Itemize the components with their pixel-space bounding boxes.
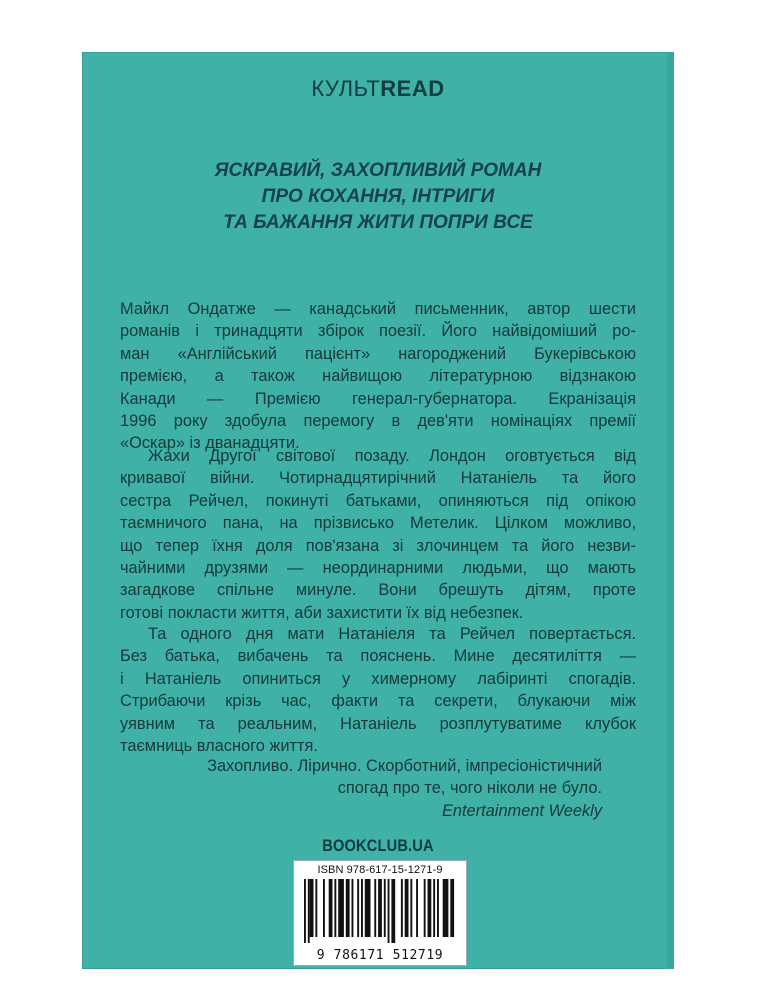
barcode-bar	[416, 879, 418, 937]
barcode-bar	[378, 879, 382, 937]
text-line: Майкл Ондатже — канадський письменник, автор шести	[120, 300, 636, 318]
publisher-series-logo	[82, 76, 674, 102]
text-line: загадкове спільне минуле. Вони брешуть дітям, проте	[120, 581, 636, 600]
barcode-bar	[410, 879, 412, 937]
barcode-bar	[323, 879, 325, 937]
isbn-text: ISBN 978-617-15-1271-9	[317, 864, 443, 876]
text-line: Стрибаючи крізь час, факти та секрети, блукаючи між	[120, 692, 636, 711]
text-line: романів і тринадцяти збірок поезії. Його найвідоміший ро-	[120, 322, 636, 341]
quote-line: спогад про те, чого ніколи не було.	[337, 779, 602, 798]
barcode-bar	[443, 879, 449, 937]
barcode-bar	[384, 879, 386, 937]
quote-line: Захопливо. Лірично. Скорботний, імпресіоністичний	[207, 757, 602, 775]
publisher-website: BOOKCLUB.UA	[322, 836, 434, 855]
barcode-bar	[315, 879, 317, 937]
barcode-bar	[450, 879, 454, 937]
barcode-bar	[334, 879, 336, 937]
tagline	[122, 158, 634, 236]
text-line: премією, а також найвищою літературною відзнакою	[120, 367, 636, 386]
author-bio	[120, 298, 636, 455]
barcode-bar	[365, 879, 371, 937]
logo-light-text: КУЛЬТ	[311, 76, 381, 101]
barcode-bar	[401, 879, 403, 937]
barcode-icon	[300, 879, 460, 943]
synopsis-paragraph-2	[120, 623, 636, 757]
tagline-line: ЯСКРАВИЙ, ЗАХОПЛИВИЙ РОМАН	[214, 160, 542, 181]
text-line: і Натаніель опиниться у химерному лабіринті спогадів.	[120, 669, 636, 688]
text-line: ман «Англійський пацієнт» нагороджений Букерівською	[120, 344, 636, 363]
barcode-bar	[433, 879, 435, 937]
text-line: таємничого пана, на прізвисько Метелик. Цілком можливо,	[120, 514, 636, 533]
barcode-bar	[405, 879, 409, 937]
barcode-bar	[374, 879, 376, 937]
text-line: Та одного дня мати Натаніеля та Рейчел повертається.	[148, 625, 636, 643]
ean-number: 9 786171 512719	[316, 948, 444, 963]
barcode-sticker	[293, 860, 467, 966]
text-line: Без батька, вибачень та пояснень. Мине десятиліття —	[120, 647, 636, 666]
barcode-bar	[424, 879, 426, 937]
barcode-bar	[437, 879, 439, 937]
book-back-cover	[82, 52, 674, 969]
text-line: сестра Рейчел, покинуті батьками, опиняються під опікою	[120, 491, 636, 510]
synopsis-paragraph-1	[120, 445, 636, 624]
barcode-bar	[310, 879, 314, 937]
review-quote	[142, 755, 602, 822]
barcode-bar	[338, 879, 344, 937]
barcode-bar	[308, 879, 310, 943]
text-line: таємниць власного життя.	[120, 737, 318, 756]
text-line: що тепер їхня доля пов'язана зі злочинцем та його незви-	[120, 536, 636, 555]
text-line: уявним та реальним, Натаніель розплутуватиме клубок	[120, 714, 636, 733]
barcode-bar	[361, 879, 363, 937]
text-line: готові покласти життя, аби захистити їх від небезпек.	[120, 603, 524, 622]
barcode-bar	[346, 879, 350, 937]
text-line: чайними друзями — неординарними людьми, що мають	[120, 559, 636, 578]
barcode-bar	[388, 879, 390, 943]
text-line: «Оскар» із дванадцяти.	[120, 434, 300, 453]
tagline-line: ТА БАЖАННЯ ЖИТИ ПОПРИ ВСЕ	[223, 212, 533, 233]
tagline-line: ПРО КОХАННЯ, ІНТРИГИ	[261, 186, 495, 207]
text-line: кривавої війни. Чотирнадцятирічний Натаніель та його	[120, 469, 636, 488]
text-line: Жахи Другої світової позаду. Лондон оговтується від	[148, 447, 636, 465]
text-line: 1996 року здобула перемогу в дев'яти номінаціях премії	[120, 412, 636, 431]
barcode-bar	[329, 879, 333, 937]
barcode-bar	[428, 879, 432, 937]
quote-source: Entertainment Weekly	[441, 801, 602, 820]
logo-bold-text: READ	[380, 76, 445, 101]
barcode-bar	[352, 879, 354, 937]
barcode-bar	[304, 879, 306, 943]
barcode-bar	[357, 879, 359, 937]
text-line: Канади — Премією генерал-губернатора. Екранізація	[120, 389, 636, 408]
barcode-bar	[391, 879, 395, 943]
